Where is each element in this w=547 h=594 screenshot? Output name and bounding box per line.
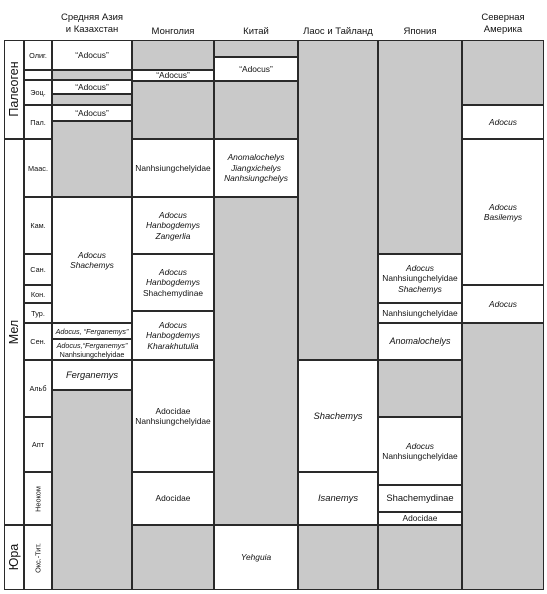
na-gap-1 [462,40,544,105]
mn-gap-3 [132,525,214,590]
mn-san-italic: Adocus Hanbogdemys [145,266,200,288]
jp-apt-cell [378,417,462,485]
mn-gap-1 [132,40,214,70]
ch-olig-cell: “Adocus” [214,57,298,81]
era-jurassic-label: Юра [7,543,21,571]
jp-san-line3: Shachemys [398,283,442,294]
la-neo-cell: Isanemys [298,472,378,525]
jp-gap-3 [378,525,462,590]
jp-san-line1: Adocus [406,262,434,273]
ca-gap-3 [52,121,132,197]
na-kon-cell: Adocus [462,285,544,323]
ca-gap-2 [52,94,132,105]
era-paleogene-label: Палеоген [7,61,21,117]
jp-san-line2: Nanhsiungchelyidae [382,273,458,284]
na-kam-cell: Adocus Basilemys [462,139,544,285]
header-north-america: Северная Америка [481,12,525,35]
ca-ferg-cell: Ferganemys [52,360,132,390]
stage-apt: Апт [24,417,52,472]
mn-tur-cell: Adocus Hanbogdemys Kharakhutulia [132,311,214,360]
jp-gap-2 [378,360,462,417]
ca-sen-top-cell: Adocus, “Ferganemys” [52,323,132,339]
la-gap-2 [298,525,378,590]
header-central-asia: Средняя Азия и Казахстан [60,12,124,35]
ch-maas-cell: Anomalochelys Jiangxichelys Nanhsiungchelys [214,139,298,197]
mn-kam-cell: Adocus Hanbogdemys Zangerlia [132,197,214,254]
mn-neo-cell: Adocidae [132,472,214,525]
mn-alb-cell [132,360,214,472]
mn-alb-line2: Nanhsiungchelyidae [135,416,211,426]
ca-sen-bot-line2: Nanhsiungchelyidae [59,349,125,359]
ch-gap-1 [214,40,298,57]
stage-san: Сан. [24,254,52,285]
ca-olig-cell: “Adocus” [52,40,132,70]
header-japan: Япония [403,26,437,37]
ch-gap-2 [214,81,298,139]
mn-san-cell [132,254,214,311]
mn-san-normal: Shachemydinae [142,287,204,298]
stage-kam: Кам. [24,197,52,254]
la-alb-cell: Shachemys [298,360,378,472]
jp-gap-1 [378,40,462,254]
mn-adocus-cell: “Adocus” [132,70,214,81]
stage-olig: Олиг. [24,40,52,70]
jp-neo-a-cell: Shachemydinae [378,485,462,512]
ca-sen-bot-cell [52,339,132,360]
stage-pal: Пал. [24,105,52,139]
jp-san-cell [378,254,462,303]
jp-neo-b-cell: Adocidae [378,512,462,525]
mn-alb-line1: Adocidae [155,405,191,416]
ca-gap-1 [52,70,132,80]
stage-eoc: Эоц. [24,80,52,105]
la-gap-1 [298,40,378,360]
ca-sen-bot-line1: Adocus,“Ferganemys” [56,340,128,350]
stage-oks-tit: Окс.-Тит. [24,525,52,590]
header-mongolia: Монголия [151,26,195,37]
na-pal-cell: Adocus [462,105,544,139]
header-china: Китай [243,26,269,37]
stage-tur: Тур. [24,303,52,323]
ch-jur-cell: Yehguia [214,525,298,590]
stage-neokom: Неоком [24,472,52,525]
jp-sen-cell: Anomalochelys [378,323,462,360]
na-gap-2 [462,323,544,590]
ca-main-cell: Adocus Shachemys [52,197,132,323]
ca-gap-4 [52,390,132,590]
stage-kon: Кон. [24,285,52,303]
ch-gap-3 [214,197,298,525]
mn-maas-cell: Nanhsiungchelyidae [132,139,214,197]
stage-gap [24,70,52,80]
stage-sen: Сен. [24,323,52,360]
jp-apt-line2: Nanhsiungchelyidae [382,451,458,461]
era-cretaceous-label: Мел [7,319,21,345]
stage-alb: Альб [24,360,52,417]
ca-eoc-cell: “Adocus” [52,80,132,94]
header-laos-thailand: Лаос и Тайланд [303,26,373,37]
jp-tur-cell: Nanhsiungchelyidae [378,303,462,323]
ca-pal-cell: “Adocus” [52,105,132,121]
stage-maas: Маас. [24,139,52,197]
jp-apt-line1: Adocus [406,440,434,451]
mn-gap-2 [132,81,214,139]
